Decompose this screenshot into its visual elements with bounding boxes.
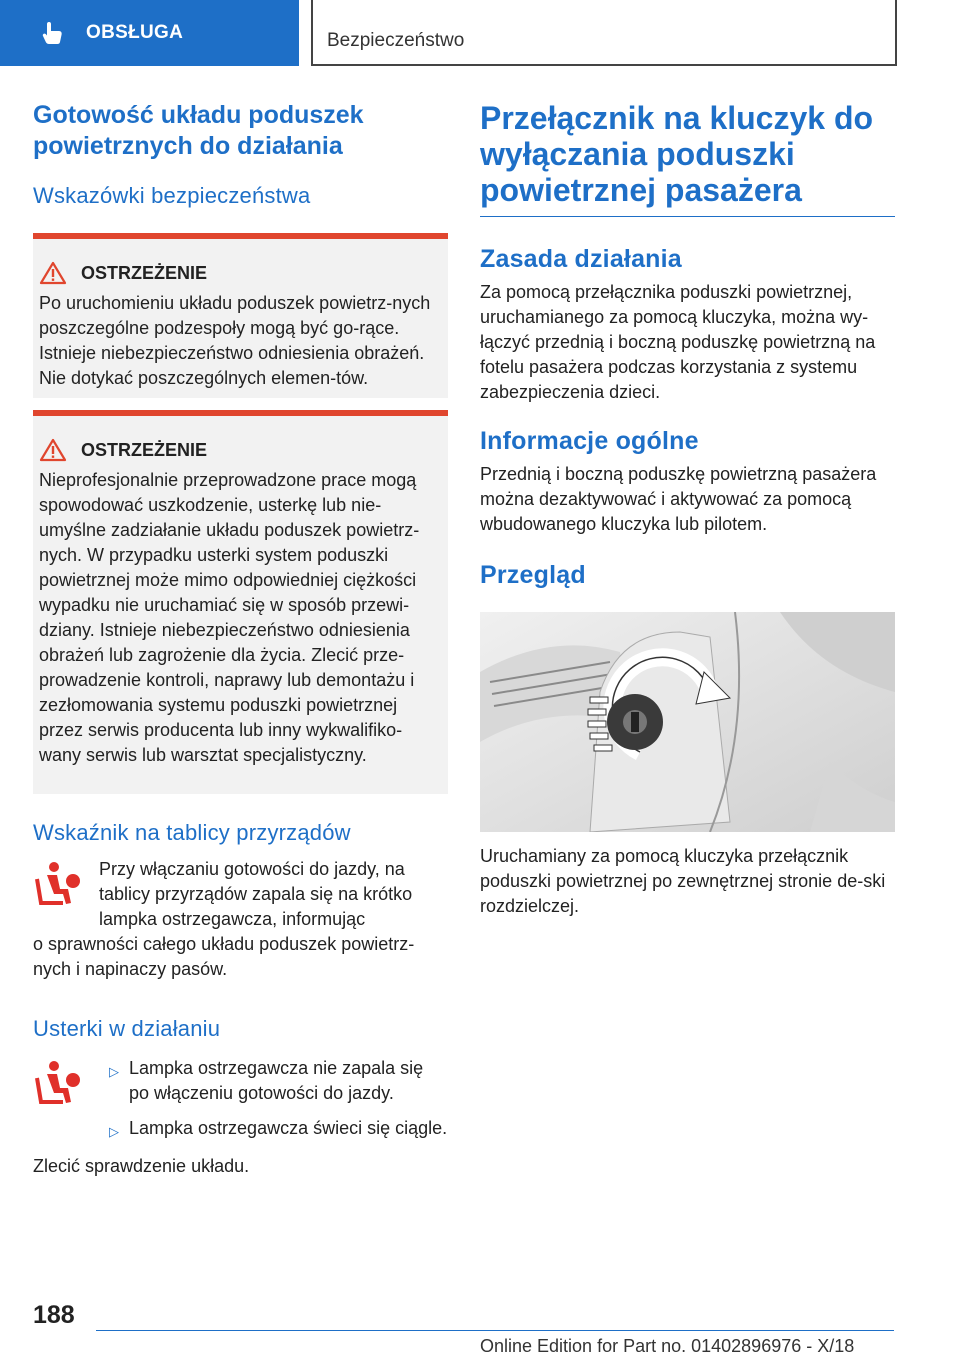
title-rule <box>480 216 895 217</box>
list-item: ▷ Lampka ostrzegawcza świeci się ciągle. <box>99 1116 448 1144</box>
indicator-line: lampka ostrzegawcza, informując <box>99 909 366 929</box>
list-item: ▷ Lampka ostrzegawcza nie zapala się po włączeniu gotowości do jazdy. <box>99 1056 448 1106</box>
indicator-line: Przy włączaniu gotowości do jazdy, na <box>99 859 405 879</box>
edition-note: Online Edition for Part no. 01402896976 - X/18 <box>480 1336 855 1356</box>
page-number: 188 <box>33 1301 75 1329</box>
warning-label: OSTRZEŻENIE <box>81 439 208 460</box>
footer-rule <box>96 1330 894 1331</box>
airbag-readiness-title: Gotowość układu poduszek powietrznych do działania <box>33 101 364 160</box>
faults-section <box>33 1056 448 1179</box>
principle-text: Za pomocą przełącznika poduszki powietrznej, uruchamianego za pomocą kluczyka, można wy-łączyć przednią i boczną poduszkę powietrzną na fotelu pasażera podczas korzystania z systemu zabezpieczenia dzieci. <box>480 282 876 402</box>
chapter-header <box>311 0 897 66</box>
airbag-switch-photo <box>480 612 895 832</box>
photo-caption: Uruchamiany za pomocą kluczyka przełącznik poduszki powietrznej po zewnętrznej stronie de-ski rozdzielczej. <box>480 846 886 916</box>
overview-heading: Przegląd <box>480 561 586 589</box>
warning-box-1 <box>33 233 448 398</box>
bullet-triangle-icon: ▷ <box>109 1124 119 1139</box>
faults-footer-text: Zlecić sprawdzenie układu. <box>33 1156 250 1176</box>
indicator-line: nych i napinaczy pasów. <box>33 959 228 979</box>
warning-triangle-icon <box>39 438 67 462</box>
general-info-text: Przednią i boczną poduszkę powietrzną pasażera można dezaktywować i aktywować za pomocą wbudowanego kluczyka lub pilotem. <box>480 464 877 534</box>
warning-label: OSTRZEŻENIE <box>81 262 208 283</box>
warning-text: Nieprofesjonalnie przeprowadzone prace mogą spowodować uszkodzenie, usterkę lub nie-umyślne zadziałanie układu poduszek powietrz-nych. W przypadku usterki system poduszki powietrznej może mimo odpowiedniej ciężkości wypadku nie uruchamiać się w sposób przewi-dziany. Istnieje niebezpieczeństwo odniesienia obrażeń lub zagrożenie dla życia. Zlecić prze-prowadzenie kontroli, naprawy lub demontażu i zezłomowania systemu poduszki powietrznej przez serwis producenta lub inny wykwalifiko-wany serwis lub warsztat specjalistyczny. <box>39 470 420 765</box>
faults-heading: Usterki w działaniu <box>33 1016 221 1041</box>
section-label: OBSŁUGA <box>86 22 184 43</box>
airbag-warning-icon <box>33 1058 83 1110</box>
indicator-line: o sprawności całego układu poduszek powietrz- <box>33 934 415 954</box>
section-tab <box>0 0 299 66</box>
warning-box-2 <box>33 410 448 794</box>
airbag-warning-icon <box>33 859 83 911</box>
chapter-title: Bezpieczeństwo <box>327 30 465 51</box>
left-column <box>33 100 448 1179</box>
warning-text: Po uruchomieniu układu poduszek powietrz-nych poszczególne podzespoły mogą być go-rące. Istnieje niebezpieczeństwo odniesienia obrażeń. Nie dotykać poszczególnych elemen-tów. <box>39 293 431 388</box>
warning-triangle-icon <box>39 261 67 285</box>
principle-heading: Zasada działania <box>480 245 682 273</box>
right-column <box>480 100 895 919</box>
bullet-triangle-icon: ▷ <box>109 1064 119 1079</box>
safety-notes-heading: Wskazówki bezpieczeństwa <box>33 183 311 208</box>
indicator-section <box>33 857 448 982</box>
indicator-heading: Wskaźnik na tablicy przyrządów <box>33 820 351 845</box>
hand-pointer-icon <box>40 20 66 46</box>
indicator-line: tablicy przyrządów zapala się na krótko <box>99 884 413 904</box>
general-info-heading: Informacje ogólne <box>480 427 699 455</box>
key-switch-title: Przełącznik na kluczyk do wyłączania poduszki powietrznej pasażera <box>480 100 874 208</box>
